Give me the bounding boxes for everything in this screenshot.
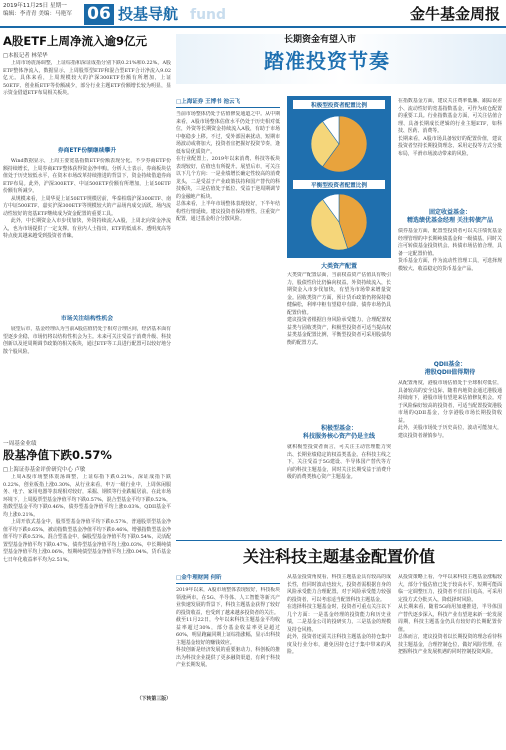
pie-chart-balanced xyxy=(311,194,367,250)
column-subheading: QDII基金： 港股QDII值得期待 xyxy=(424,361,476,376)
article-title: 关注科技主题基金配置价值 xyxy=(242,547,435,566)
feature-column-2 xyxy=(287,262,391,534)
chart-title: 平衡型投资者配置比例 xyxy=(311,183,367,189)
column-byline: □金牛理财网 何昕 xyxy=(176,574,280,584)
column-body: 债券基金方面，配置型投资者可以关注绩优基金经理管理的中长期纯债基金和一级债基，同时关注可转债基金投资机会。转债市场估值合理，具备一定配置价值。 货币基金方面，作为流动性管理工具，可选择规模较大、收益稳定的货币基金产品。 xyxy=(398,228,502,272)
feature-title: 踏准投资节奏 xyxy=(264,49,390,73)
section-title-en: fund xyxy=(190,7,227,23)
article-byline: □上海证券基金评价研究中心 卢敏 xyxy=(3,467,86,473)
paragraph: 从规模来看，上周华夏上证50ETF规模居前，华泰柏瑞沪深300ETF、南方中证500ETF、嘉实沪深300ETF等规模较大的产品场内成交活跃。场内流动性较好的宽基ETF继续成为资金配置的重要工具。 xyxy=(3,195,171,217)
column-body: 从基金投资角度看，科技主题基金具有较高的成长性，但同时波动也较大，投资者需根据自身的风险承受能力合理配置。对于风险承受能力较强的投资者，可以考虑适当配置科技主题基金。 在选择科技主题基金时，投资者可重点关注以下几个方面：一是基金经理的投资能力和历史业绩，二是基金公司的投研实力，三是基金的规模及持仓风格。 此外，投资者还需关注科技主题基金的持仓集中度及行业分布，避免因持仓过于集中带来的风险。 xyxy=(287,574,391,655)
article-column-2 xyxy=(287,574,391,748)
pie-chart-aggressive xyxy=(311,116,367,172)
column-body: 在指数基金方面，建议关注费率低廉、跟踪误差小、流动性好的宽基指数基金，可作为底仓配置的重要工具。行业指数基金方面，可关注估值合理、具备长期成长逻辑的行业主题ETF，如科技、医药、消费等。 长期来看，A股市场具备较好的配置价值，建议投资者坚持长期投资理念，采用定投等方式分批布局，平滑市场波动带来的风险。 xyxy=(398,98,502,157)
paragraph: 此外，中长期资金入市步伐加快，外资持续流入A股，上周北向资金净流入，也为市场提供了一定支撑。有业内人士指出，ETF的低成本、透明度高等特点使其越来越受到投资者青睐。 xyxy=(3,218,171,239)
paragraph: Wind数据显示，上周主要宽基指数ETF份额表现分化。不少券商ETF份额持续增长，上周券商ETF整体获得资金净申购。分析人士表示，券商板块估值处于历史较低水平，在资本市场改革持续推进的背景下，资金持续借道券商ETF布局。此外，沪深300ETF、中证500ETF份额有所增加，上证50ETF份额有所减少。 xyxy=(3,158,171,194)
allocation-chart-panel xyxy=(287,96,391,258)
article-subheading: 券商ETF份额继续攀升 xyxy=(57,148,117,154)
column-subheading: 积极型基金： 科技服务核心资产仍是主线 xyxy=(302,425,375,440)
column-subheading: 固定收益基金： 精选绩优基金经理 关注转债产品 xyxy=(406,209,494,224)
column-body: 从投资策略上看，今年以来科技主题基金涨幅较大，部分个股估值已处于较高水平，短期可能面临一定调整压力，投资者不宜盲目追高，可采用定投方式分批买入，降低择时风险。 从长期来看，随着5G商用加速推进，半导体国产替代逐步深入，科技产业有望迎来新一轮发展周期，科技主题基金仍具有较好的长期配置价值。 总体而言，建议投资者以长期投资的理念看待科技主题基金，合理控制仓位，做好风险管理，在把握科技产业发展机遇的同时控制投资风险。 xyxy=(398,574,502,655)
article-body xyxy=(3,60,171,144)
article-title: A股ETF上周净流入逾9亿元 xyxy=(3,34,147,48)
paragraph: 上周A股市场整体震荡调整，上证综指下跌0.21%，深证成指下跌0.22%，创业板指上涨0.30%，从行业来看，申万一级行业中，上周休闲服务、电子、家用电器等表现相对较好，采掘、钢铁等行业跌幅居前。在此市场环境下，上周股票型基金净值平均下跌0.57%，混合型基金平均下跌0.52%，指数型基金平均下跌0.46%，债券型基金净值平均上涨0.03%，QDII基金平均上涨0.21%。 xyxy=(3,474,171,518)
paragraph: 上周开放式基金中，股票型基金净值平均下跌0.57%，普通股票型基金净值平均下跌0.65%，被动指数型基金净值平均下跌0.46%，增强指数型基金净值平均下跌0.53%。混合型基金中，偏股型基金净值平均下跌0.54%，灵活配置型基金净值平均下跌0.47%，债券型基金净值平均上涨0.03%，中长期纯债型基金净值平均上涨0.06%，短期纯债型基金净值平均上涨0.04%。货币基金七日年化收益率平均为2.51%。 xyxy=(3,519,171,563)
article-body xyxy=(3,474,171,696)
feature-column-1 xyxy=(176,98,280,541)
feature-banner xyxy=(176,34,506,84)
article-subheading: 市场关注结构性机会 xyxy=(60,316,114,322)
article-body xyxy=(3,326,171,434)
column-body: 大类资产配置层面，当前权益资产估值具有吸引力，股债性价比仍偏向权益。外资持续流入，长期资金入市步伐加快，有望为市场带来增量资金。固收类资产方面，预计货币政策仍将保持稳健偏松，利率中枢有望稳中有降，债券市场仍具配置价值。 建议投资者根据自身风险承受能力，合理配置权益类与固收类资产，积极型投资者可适当提高权益类基金配置比例，平衡型投资者可采用股债均衡的配置方式。 xyxy=(287,272,391,346)
paper-name: 金牛基金周报 xyxy=(409,5,500,23)
paragraph: 上周市场震荡调整，上证综指和深证成指分别下跌0.21%和0.22%。A股ETF整体净流入，数据显示，上周股票型ETF和混合型ETF合计净流入9.02亿元。具体来看，上周规模较大的沪深300ETF份额有所增加，上证50ETF、创业板ETF等份额减少，部分行业主题ETF份额增长较为明显，显示资金借道ETF布局相关板块。 xyxy=(3,60,171,96)
feature-column-3 xyxy=(398,98,502,530)
article-byline: □本报记者 林荣华 xyxy=(3,53,48,59)
article-title: 股基净值下跌0.57% xyxy=(3,448,112,462)
column-body: 当前市场整体仍处于估值修复通道之中。从中期来看，A股市场整体估值水平仍处于历史相对低位，外资等长期资金持续流入A股，有助于市场中枢稳步上移。不过，受外部因素扰动，短期市场波动或将加大，投资者宜把握好投资节奏，逢低布局优质资产。 在行业配置上，2019年以来消费、科技等板块表现较好，估值也有所提升。展望后市，可关注以下几个方向：一是业绩增长确定性较高的消费龙头，二是受益于产业政策扶持和国产替代的科技板块，三是估值处于低位、受益于逆周期调节的金融地产板块。 总体来看，上半年市场整体表现较好，下半年结构性行情延续。建议投资者保持理性，注重资产配置，通过基金组合分散风险。 xyxy=(176,111,280,222)
left-column xyxy=(3,34,171,704)
page-header xyxy=(0,0,506,28)
article-column-3 xyxy=(398,574,502,748)
article-kicker: 一周基金业绩 xyxy=(3,441,37,447)
column-heading: 大类资产配置 xyxy=(320,263,357,270)
column-body: 从配置角度，港股市场估值处于全球相对低位，具备较高的安全边际，随着内地资金通过港股通持续南下，港股市场有望迎来估值修复机会。对于风险偏好较高的投资者，可适当配置投资港股市场的QDII基金，分享港股市场长期投资收益。 此外，美股市场处于历史高位，波动可能加大，建议投资者谨慎参与。 xyxy=(398,380,502,439)
page-number: 06 xyxy=(84,4,114,25)
paragraph: 展望后市，基金经理认为当前A股估值仍处于相对合理区间，经济基本面有望逐步企稳，市场仍将以结构性机会为主。未来可关注受益于消费升级、科技创新以及逆周期调节政策的相关板块，通过ETF等工具进行配置可以较好地分散个股风险。 xyxy=(3,326,171,355)
chart-title: 积极型投资者配置比例 xyxy=(311,103,367,109)
issue-date: 2019年11月25日 星期一 xyxy=(3,3,67,9)
section-title: 投基导航 xyxy=(118,5,179,23)
editor-credit: 编辑：李青青 美编：马艳军 xyxy=(3,11,72,17)
column-body: 2019年以来，A股市场整体表现较好，科技板块领涨两市。在5G、半导体、人工智能等新兴产业快速发展的背景下，科技主题基金获得了较好的投资收益，也受到了越来越多投资者的关注。 截至11月22日，今年以来科技主题基金平均收益率超过30%，部分基金收益率更是超过60%，明显跑赢同期上证综指涨幅，显示出科技主题基金较好的赚钱效应。 科技创新是经济发展的重要驱动力，科创板的推出为科技企业提供了更多融资渠道，有利于科技产业长期发展。 xyxy=(176,587,280,668)
continued-note: （下转第三版） xyxy=(136,696,171,702)
article-body xyxy=(3,158,171,312)
column-byline: □上海证券 王博书 池云飞 xyxy=(176,98,280,108)
feature-subtitle: 长期资金有望入市 xyxy=(284,35,357,45)
article-column-1 xyxy=(176,574,280,750)
allocation-pie-charts xyxy=(287,96,391,258)
section-divider xyxy=(176,540,502,541)
column-body: 就积极型投资者而言，可关注主动管理能力突出、长期业绩稳定的权益类基金。在科技主线之下，关注受益于5G建设、半导体国产替代等方向的科技主题基金，同时关注长期受益于消费升级的消费类核心资产主题基金。 xyxy=(287,444,391,480)
